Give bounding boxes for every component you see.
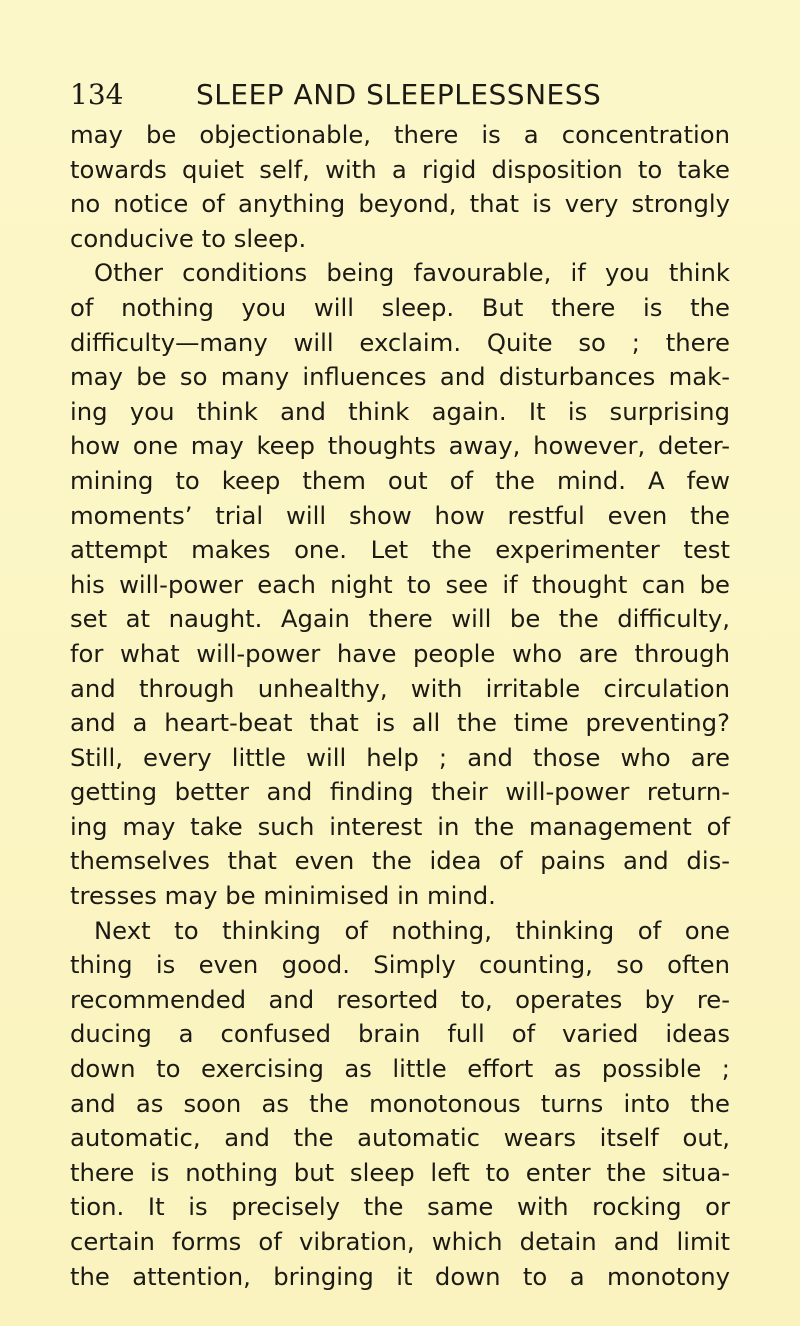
- text-line: certain forms of vibration, which detain and limit: [70, 1227, 730, 1256]
- text-line: and as soon as the monotonous turns into the: [70, 1088, 730, 1118]
- text-line: thing is even good. Simply counting, so often: [70, 950, 730, 980]
- text-line: tresses may be minimised in mind.: [70, 881, 496, 911]
- text-line: no notice of anything beyond, that is very strongly: [70, 189, 730, 219]
- text-line: how one may keep thoughts away, however, deter-: [70, 431, 730, 461]
- page-number: 134: [70, 78, 124, 111]
- text-line: may be objectionable, there is a concentration: [70, 120, 730, 149]
- text-line: ing may take such interest in the management of: [70, 811, 730, 841]
- text-line: tion. It is precisely the same with rocking or: [70, 1192, 730, 1222]
- text-line: there is nothing but sleep left to enter the situa-: [70, 1157, 730, 1187]
- text-line: down to exercising as little effort as possible ;: [70, 1054, 730, 1084]
- text-line: Other conditions being favourable, if you think: [94, 258, 730, 288]
- body-text: [70, 118, 730, 1294]
- text-line: automatic, and the automatic wears itself out,: [70, 1123, 730, 1153]
- text-line: Next to thinking of nothing, thinking of one: [94, 915, 730, 945]
- text-line: ing you think and think again. It is surprising: [70, 396, 730, 426]
- text-line: Still, every little will help ; and those who are: [70, 742, 730, 772]
- text-line: the attention, bringing it down to a monotony: [70, 1261, 730, 1291]
- text-line: set at naught. Again there will be the difficulty,: [70, 604, 730, 634]
- text-line: ducing a confused brain full of varied ideas: [70, 1019, 730, 1049]
- running-title: SLEEP AND SLEEPLESSNESS: [196, 78, 602, 111]
- text-line: for what will-power have people who are through: [70, 638, 730, 668]
- text-line: of nothing you will sleep. But there is the: [70, 292, 730, 322]
- text-line: towards quiet self, with a rigid disposition to take: [70, 154, 730, 184]
- running-head: [70, 78, 730, 118]
- text-line: conducive to sleep.: [70, 223, 307, 253]
- text-line: attempt makes one. Let the experimenter test: [70, 535, 730, 565]
- text-line: and a heart-beat that is all the time preventing?: [70, 708, 730, 738]
- text-line: getting better and finding their will-power return-: [70, 777, 730, 807]
- text-line: and through unhealthy, with irritable circulation: [70, 673, 730, 703]
- text-line: difficulty—many will exclaim. Quite so ; there: [70, 327, 730, 357]
- text-line: may be so many influences and disturbances mak-: [70, 362, 730, 392]
- text-line: themselves that even the idea of pains and dis-: [70, 846, 730, 876]
- text-line: recommended and resorted to, operates by re-: [70, 984, 730, 1014]
- text-line: his will-power each night to see if thought can be: [70, 569, 730, 599]
- text-line: mining to keep them out of the mind. A few: [70, 465, 730, 495]
- text-line: moments’ trial will show how restful even the: [70, 500, 730, 530]
